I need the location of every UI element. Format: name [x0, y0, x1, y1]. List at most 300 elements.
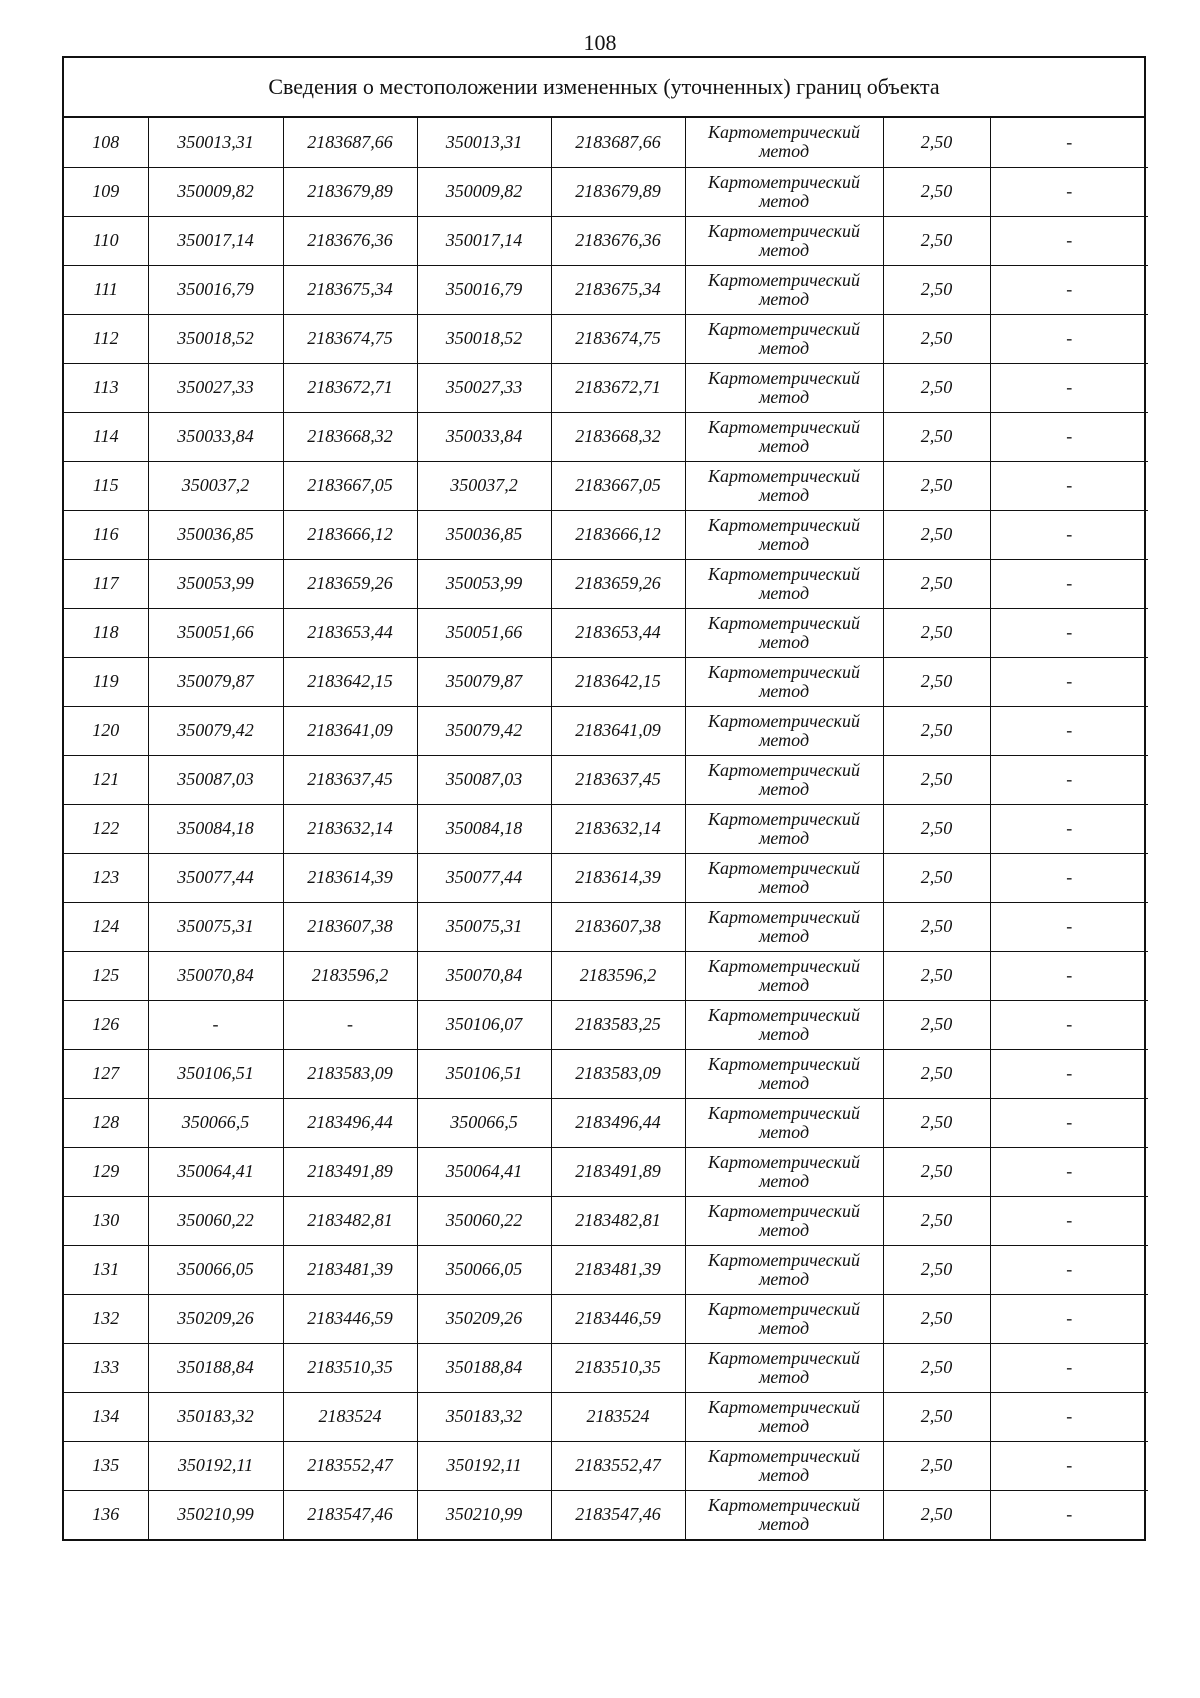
accuracy-cell: 2,50 — [883, 559, 990, 608]
x-existing-cell: 350188,84 — [148, 1343, 283, 1392]
method-cell — [685, 314, 883, 363]
x-refined-cell: 350183,32 — [417, 1392, 551, 1441]
y-refined-cell: 2183552,47 — [551, 1441, 685, 1490]
accuracy-cell: 2,50 — [883, 608, 990, 657]
note-cell: - — [990, 363, 1148, 412]
y-refined-cell: 2183583,25 — [551, 1000, 685, 1049]
y-existing-cell: 2183547,46 — [283, 1490, 417, 1539]
point-number-cell: 124 — [64, 902, 148, 951]
method-line-1: Картометрический — [707, 563, 860, 584]
method-line-2: метод — [758, 582, 810, 603]
y-refined-cell: 2183659,26 — [551, 559, 685, 608]
y-refined-cell: 2183674,75 — [551, 314, 685, 363]
x-existing-cell: 350075,31 — [148, 902, 283, 951]
note-cell: - — [990, 1000, 1148, 1049]
x-refined-cell: 350209,26 — [417, 1294, 551, 1343]
note-cell: - — [990, 510, 1148, 559]
method-line-2: метод — [758, 974, 810, 995]
method-cell — [685, 1245, 883, 1294]
x-refined-cell: 350060,22 — [417, 1196, 551, 1245]
accuracy-cell: 2,50 — [883, 1196, 990, 1245]
method-line-1: Картометрический — [707, 1200, 860, 1221]
y-existing-cell: 2183596,2 — [283, 951, 417, 1000]
method-line-2: метод — [758, 1121, 810, 1142]
point-number-cell: 121 — [64, 755, 148, 804]
y-refined-cell: 2183491,89 — [551, 1147, 685, 1196]
x-refined-cell: 350075,31 — [417, 902, 551, 951]
y-refined-cell: 2183675,34 — [551, 265, 685, 314]
y-existing-cell: 2183667,05 — [283, 461, 417, 510]
point-number-cell: 133 — [64, 1343, 148, 1392]
x-refined-cell: 350064,41 — [417, 1147, 551, 1196]
note-cell: - — [990, 902, 1148, 951]
y-existing-cell: 2183642,15 — [283, 657, 417, 706]
note-cell: - — [990, 167, 1148, 216]
note-cell: - — [990, 608, 1148, 657]
table-row — [64, 216, 1148, 265]
y-existing-cell: - — [283, 1000, 417, 1049]
table-row — [64, 1245, 1148, 1294]
method-line-2: метод — [758, 533, 810, 554]
point-number-cell: 122 — [64, 804, 148, 853]
note-cell: - — [990, 118, 1148, 167]
method-line-2: метод — [758, 1170, 810, 1191]
accuracy-cell: 2,50 — [883, 657, 990, 706]
table-row — [64, 755, 1148, 804]
x-existing-cell: 350036,85 — [148, 510, 283, 559]
table-row — [64, 853, 1148, 902]
method-cell — [685, 1098, 883, 1147]
method-cell — [685, 1490, 883, 1539]
note-cell: - — [990, 657, 1148, 706]
method-line-1: Картометрический — [707, 122, 860, 143]
accuracy-cell: 2,50 — [883, 216, 990, 265]
table-row — [64, 1147, 1148, 1196]
x-refined-cell: 350079,42 — [417, 706, 551, 755]
x-existing-cell: 350060,22 — [148, 1196, 283, 1245]
method-line-2: метод — [758, 190, 810, 211]
x-existing-cell: 350070,84 — [148, 951, 283, 1000]
x-refined-cell: 350033,84 — [417, 412, 551, 461]
table-row — [64, 1490, 1148, 1539]
x-existing-cell: 350209,26 — [148, 1294, 283, 1343]
x-existing-cell: 350106,51 — [148, 1049, 283, 1098]
method-cell — [685, 1392, 883, 1441]
table-row — [64, 657, 1148, 706]
note-cell: - — [990, 559, 1148, 608]
method-cell — [685, 1049, 883, 1098]
accuracy-cell: 2,50 — [883, 118, 990, 167]
method-cell — [685, 1343, 883, 1392]
y-existing-cell: 2183666,12 — [283, 510, 417, 559]
accuracy-cell: 2,50 — [883, 265, 990, 314]
table-row — [64, 951, 1148, 1000]
note-cell: - — [990, 755, 1148, 804]
x-existing-cell: 350084,18 — [148, 804, 283, 853]
point-number-cell: 120 — [64, 706, 148, 755]
method-cell — [685, 755, 883, 804]
method-line-2: метод — [758, 288, 810, 309]
method-cell — [685, 461, 883, 510]
x-existing-cell: 350033,84 — [148, 412, 283, 461]
table-row — [64, 1049, 1148, 1098]
x-refined-cell: 350053,99 — [417, 559, 551, 608]
y-refined-cell: 2183666,12 — [551, 510, 685, 559]
accuracy-cell: 2,50 — [883, 1490, 990, 1539]
method-line-1: Картометрический — [707, 318, 860, 339]
table-row — [64, 1441, 1148, 1490]
x-refined-cell: 350013,31 — [417, 118, 551, 167]
y-existing-cell: 2183675,34 — [283, 265, 417, 314]
x-existing-cell: 350064,41 — [148, 1147, 283, 1196]
table-row — [64, 1343, 1148, 1392]
y-refined-cell: 2183687,66 — [551, 118, 685, 167]
table-row — [64, 412, 1148, 461]
point-number-cell: 130 — [64, 1196, 148, 1245]
accuracy-cell: 2,50 — [883, 755, 990, 804]
accuracy-cell: 2,50 — [883, 461, 990, 510]
accuracy-cell: 2,50 — [883, 510, 990, 559]
accuracy-cell: 2,50 — [883, 951, 990, 1000]
x-existing-cell: 350079,42 — [148, 706, 283, 755]
note-cell: - — [990, 951, 1148, 1000]
table-row — [64, 1294, 1148, 1343]
y-existing-cell: 2183687,66 — [283, 118, 417, 167]
method-line-1: Картометрический — [707, 514, 860, 535]
point-number-cell: 127 — [64, 1049, 148, 1098]
x-existing-cell: 350066,5 — [148, 1098, 283, 1147]
method-cell — [685, 1294, 883, 1343]
method-cell — [685, 1147, 883, 1196]
point-number-cell: 128 — [64, 1098, 148, 1147]
accuracy-cell: 2,50 — [883, 853, 990, 902]
point-number-cell: 117 — [64, 559, 148, 608]
y-existing-cell: 2183614,39 — [283, 853, 417, 902]
note-cell: - — [990, 1490, 1148, 1539]
y-refined-cell: 2183641,09 — [551, 706, 685, 755]
accuracy-cell: 2,50 — [883, 1392, 990, 1441]
y-refined-cell: 2183668,32 — [551, 412, 685, 461]
table-row — [64, 706, 1148, 755]
method-line-2: метод — [758, 680, 810, 701]
method-cell — [685, 804, 883, 853]
x-refined-cell: 350066,05 — [417, 1245, 551, 1294]
y-existing-cell: 2183637,45 — [283, 755, 417, 804]
method-cell — [685, 657, 883, 706]
note-cell: - — [990, 265, 1148, 314]
method-line-1: Картометрический — [707, 808, 860, 829]
y-existing-cell: 2183446,59 — [283, 1294, 417, 1343]
y-existing-cell: 2183679,89 — [283, 167, 417, 216]
accuracy-cell: 2,50 — [883, 1098, 990, 1147]
method-line-1: Картометрический — [707, 612, 860, 633]
accuracy-cell: 2,50 — [883, 1147, 990, 1196]
method-line-2: метод — [758, 1023, 810, 1044]
y-existing-cell: 2183632,14 — [283, 804, 417, 853]
note-cell: - — [990, 412, 1148, 461]
x-existing-cell: 350016,79 — [148, 265, 283, 314]
point-number-cell: 123 — [64, 853, 148, 902]
point-number-cell: 132 — [64, 1294, 148, 1343]
table-row — [64, 265, 1148, 314]
method-line-2: метод — [758, 1513, 810, 1534]
point-number-cell: 110 — [64, 216, 148, 265]
method-line-1: Картометрический — [707, 465, 860, 486]
x-refined-cell: 350070,84 — [417, 951, 551, 1000]
method-cell — [685, 167, 883, 216]
point-number-cell: 135 — [64, 1441, 148, 1490]
y-existing-cell: 2183674,75 — [283, 314, 417, 363]
x-existing-cell: 350087,03 — [148, 755, 283, 804]
method-line-2: метод — [758, 778, 810, 799]
x-refined-cell: 350084,18 — [417, 804, 551, 853]
method-line-1: Картометрический — [707, 1298, 860, 1319]
point-number-cell: 136 — [64, 1490, 148, 1539]
method-line-1: Картометрический — [707, 1102, 860, 1123]
note-cell: - — [990, 706, 1148, 755]
method-line-2: метод — [758, 1464, 810, 1485]
y-refined-cell: 2183607,38 — [551, 902, 685, 951]
method-line-2: метод — [758, 141, 810, 162]
accuracy-cell: 2,50 — [883, 1245, 990, 1294]
x-existing-cell: 350017,14 — [148, 216, 283, 265]
y-refined-cell: 2183637,45 — [551, 755, 685, 804]
method-cell — [685, 902, 883, 951]
point-number-cell: 116 — [64, 510, 148, 559]
x-existing-cell: 350051,66 — [148, 608, 283, 657]
method-line-1: Картометрический — [707, 1494, 860, 1515]
x-refined-cell: 350051,66 — [417, 608, 551, 657]
accuracy-cell: 2,50 — [883, 1294, 990, 1343]
note-cell: - — [990, 1098, 1148, 1147]
method-line-2: метод — [758, 1415, 810, 1436]
y-refined-cell: 2183510,35 — [551, 1343, 685, 1392]
note-cell: - — [990, 314, 1148, 363]
point-number-cell: 109 — [64, 167, 148, 216]
method-line-1: Картометрический — [707, 759, 860, 780]
y-refined-cell: 2183481,39 — [551, 1245, 685, 1294]
y-existing-cell: 2183672,71 — [283, 363, 417, 412]
accuracy-cell: 2,50 — [883, 363, 990, 412]
note-cell: - — [990, 1049, 1148, 1098]
table-row — [64, 1196, 1148, 1245]
method-line-2: метод — [758, 386, 810, 407]
method-cell — [685, 216, 883, 265]
x-refined-cell: 350079,87 — [417, 657, 551, 706]
accuracy-cell: 2,50 — [883, 1343, 990, 1392]
method-line-1: Картометрический — [707, 710, 860, 731]
document-frame — [62, 56, 1146, 1541]
x-existing-cell: 350053,99 — [148, 559, 283, 608]
y-existing-cell: 2183641,09 — [283, 706, 417, 755]
method-line-2: метод — [758, 876, 810, 897]
method-line-1: Картометрический — [707, 661, 860, 682]
point-number-cell: 129 — [64, 1147, 148, 1196]
y-existing-cell: 2183552,47 — [283, 1441, 417, 1490]
note-cell: - — [990, 804, 1148, 853]
method-cell — [685, 510, 883, 559]
x-refined-cell: 350009,82 — [417, 167, 551, 216]
y-existing-cell: 2183510,35 — [283, 1343, 417, 1392]
point-number-cell: 115 — [64, 461, 148, 510]
x-existing-cell: 350027,33 — [148, 363, 283, 412]
x-existing-cell: 350009,82 — [148, 167, 283, 216]
note-cell: - — [990, 216, 1148, 265]
x-refined-cell: 350027,33 — [417, 363, 551, 412]
table-row — [64, 167, 1148, 216]
method-line-2: метод — [758, 1317, 810, 1338]
point-number-cell: 114 — [64, 412, 148, 461]
note-cell: - — [990, 1343, 1148, 1392]
x-refined-cell: 350016,79 — [417, 265, 551, 314]
y-refined-cell: 2183482,81 — [551, 1196, 685, 1245]
x-refined-cell: 350087,03 — [417, 755, 551, 804]
point-number-cell: 134 — [64, 1392, 148, 1441]
table-row — [64, 608, 1148, 657]
x-existing-cell: 350013,31 — [148, 118, 283, 167]
accuracy-cell: 2,50 — [883, 706, 990, 755]
table-row — [64, 461, 1148, 510]
x-refined-cell: 350037,2 — [417, 461, 551, 510]
x-existing-cell: 350079,87 — [148, 657, 283, 706]
method-cell — [685, 951, 883, 1000]
y-refined-cell: 2183653,44 — [551, 608, 685, 657]
point-number-cell: 111 — [64, 265, 148, 314]
table-row — [64, 902, 1148, 951]
method-cell — [685, 265, 883, 314]
y-existing-cell: 2183482,81 — [283, 1196, 417, 1245]
accuracy-cell: 2,50 — [883, 804, 990, 853]
y-refined-cell: 2183496,44 — [551, 1098, 685, 1147]
point-number-cell: 119 — [64, 657, 148, 706]
y-existing-cell: 2183583,09 — [283, 1049, 417, 1098]
method-line-2: метод — [758, 1072, 810, 1093]
y-existing-cell: 2183653,44 — [283, 608, 417, 657]
note-cell: - — [990, 1245, 1148, 1294]
method-line-1: Картометрический — [707, 1151, 860, 1172]
table-row — [64, 804, 1148, 853]
y-existing-cell: 2183668,32 — [283, 412, 417, 461]
note-cell: - — [990, 461, 1148, 510]
method-line-1: Картометрический — [707, 1445, 860, 1466]
x-refined-cell: 350192,11 — [417, 1441, 551, 1490]
x-existing-cell: 350037,2 — [148, 461, 283, 510]
table-body — [64, 118, 1148, 1539]
method-line-1: Картометрический — [707, 367, 860, 388]
method-line-2: метод — [758, 435, 810, 456]
y-refined-cell: 2183524 — [551, 1392, 685, 1441]
y-refined-cell: 2183446,59 — [551, 1294, 685, 1343]
table-row — [64, 363, 1148, 412]
y-existing-cell: 2183659,26 — [283, 559, 417, 608]
accuracy-cell: 2,50 — [883, 1441, 990, 1490]
note-cell: - — [990, 1147, 1148, 1196]
x-refined-cell: 350018,52 — [417, 314, 551, 363]
method-line-2: метод — [758, 1219, 810, 1240]
accuracy-cell: 2,50 — [883, 314, 990, 363]
y-refined-cell: 2183596,2 — [551, 951, 685, 1000]
method-line-2: метод — [758, 1268, 810, 1289]
table-row — [64, 1392, 1148, 1441]
point-number-cell: 113 — [64, 363, 148, 412]
method-cell — [685, 1000, 883, 1049]
accuracy-cell: 2,50 — [883, 902, 990, 951]
x-refined-cell: 350066,5 — [417, 1098, 551, 1147]
point-number-cell: 112 — [64, 314, 148, 363]
method-line-2: метод — [758, 631, 810, 652]
y-refined-cell: 2183679,89 — [551, 167, 685, 216]
y-existing-cell: 2183607,38 — [283, 902, 417, 951]
note-cell: - — [990, 1294, 1148, 1343]
method-line-1: Картометрический — [707, 1347, 860, 1368]
table-row — [64, 510, 1148, 559]
method-line-2: метод — [758, 827, 810, 848]
note-cell: - — [990, 1196, 1148, 1245]
accuracy-cell: 2,50 — [883, 167, 990, 216]
x-existing-cell: 350066,05 — [148, 1245, 283, 1294]
accuracy-cell: 2,50 — [883, 1049, 990, 1098]
y-refined-cell: 2183642,15 — [551, 657, 685, 706]
method-line-1: Картометрический — [707, 1004, 860, 1025]
page-number: 108 — [583, 30, 617, 55]
method-cell — [685, 363, 883, 412]
accuracy-cell: 2,50 — [883, 412, 990, 461]
method-line-2: метод — [758, 484, 810, 505]
y-refined-cell: 2183583,09 — [551, 1049, 685, 1098]
method-line-1: Картометрический — [707, 1249, 860, 1270]
method-cell — [685, 853, 883, 902]
method-cell — [685, 1196, 883, 1245]
y-existing-cell: 2183496,44 — [283, 1098, 417, 1147]
point-number-cell: 118 — [64, 608, 148, 657]
x-refined-cell: 350188,84 — [417, 1343, 551, 1392]
x-existing-cell: - — [148, 1000, 283, 1049]
table-row — [64, 1000, 1148, 1049]
table-row — [64, 559, 1148, 608]
x-existing-cell: 350210,99 — [148, 1490, 283, 1539]
method-line-1: Картометрический — [707, 1053, 860, 1074]
method-line-2: метод — [758, 1366, 810, 1387]
x-refined-cell: 350017,14 — [417, 216, 551, 265]
point-number-cell: 108 — [64, 118, 148, 167]
table-row — [64, 1098, 1148, 1147]
y-refined-cell: 2183672,71 — [551, 363, 685, 412]
method-line-1: Картометрический — [707, 857, 860, 878]
method-cell — [685, 706, 883, 755]
method-cell — [685, 608, 883, 657]
x-refined-cell: 350210,99 — [417, 1490, 551, 1539]
x-existing-cell: 350077,44 — [148, 853, 283, 902]
coordinates-table — [64, 118, 1148, 1539]
method-cell — [685, 412, 883, 461]
method-line-2: метод — [758, 337, 810, 358]
y-refined-cell: 2183676,36 — [551, 216, 685, 265]
y-refined-cell: 2183614,39 — [551, 853, 685, 902]
method-line-1: Картометрический — [707, 906, 860, 927]
note-cell: - — [990, 1441, 1148, 1490]
table-row — [64, 314, 1148, 363]
method-line-1: Картометрический — [707, 955, 860, 976]
point-number-cell: 126 — [64, 1000, 148, 1049]
y-refined-cell: 2183667,05 — [551, 461, 685, 510]
method-cell — [685, 559, 883, 608]
x-refined-cell: 350106,07 — [417, 1000, 551, 1049]
note-cell: - — [990, 1392, 1148, 1441]
point-number-cell: 125 — [64, 951, 148, 1000]
method-cell — [685, 118, 883, 167]
note-cell: - — [990, 853, 1148, 902]
table-title: Сведения о местоположении измененных (уточненных) границ объекта — [64, 58, 1144, 118]
